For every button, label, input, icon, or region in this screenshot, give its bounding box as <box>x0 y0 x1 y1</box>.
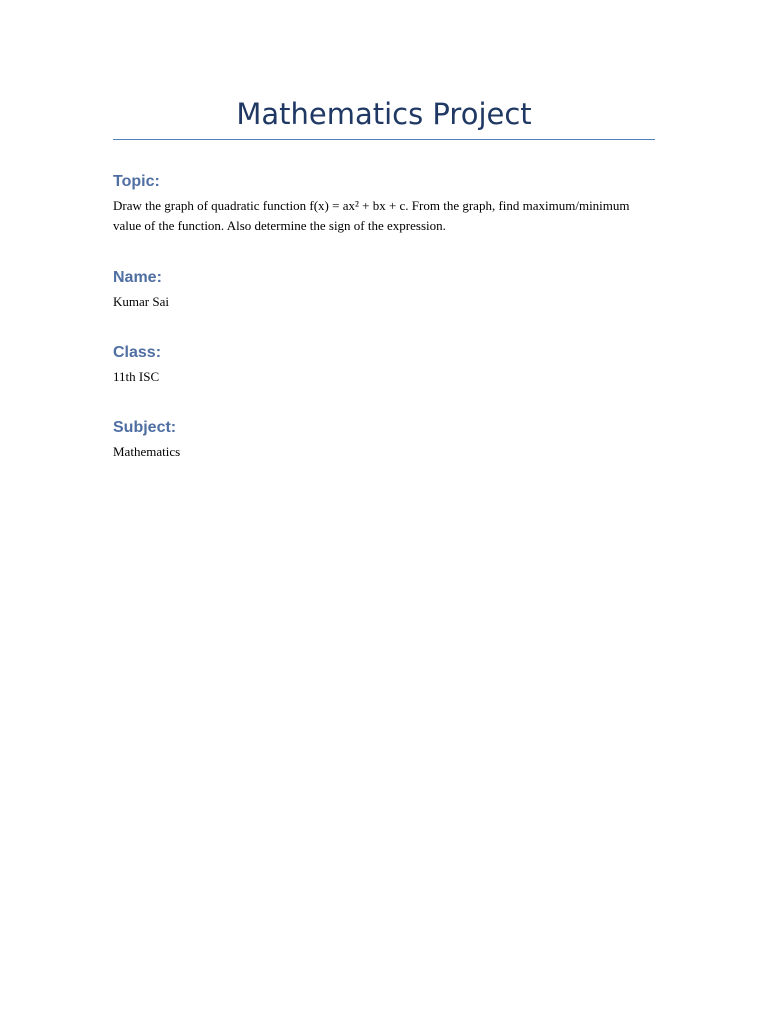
class-section <box>113 343 655 387</box>
title-divider <box>113 139 655 140</box>
subject-heading: Subject: <box>113 419 177 436</box>
name-heading: Name: <box>113 269 162 286</box>
page-title: Mathematics Project <box>236 97 532 131</box>
subject-section <box>113 418 655 462</box>
topic-section <box>113 172 655 236</box>
topic-heading: Topic: <box>113 173 160 190</box>
name-section <box>113 268 655 312</box>
subject-text: Mathematics <box>113 444 181 459</box>
class-text: 11th ISC <box>113 369 160 384</box>
class-heading: Class: <box>113 344 162 361</box>
topic-text: Draw the graph of quadratic function f(x) = ax² + bx + c. From the graph, find maximum/minimum value of the function. Also determine the sign of the expression. <box>113 198 630 233</box>
name-text: Kumar Sai <box>113 294 169 309</box>
